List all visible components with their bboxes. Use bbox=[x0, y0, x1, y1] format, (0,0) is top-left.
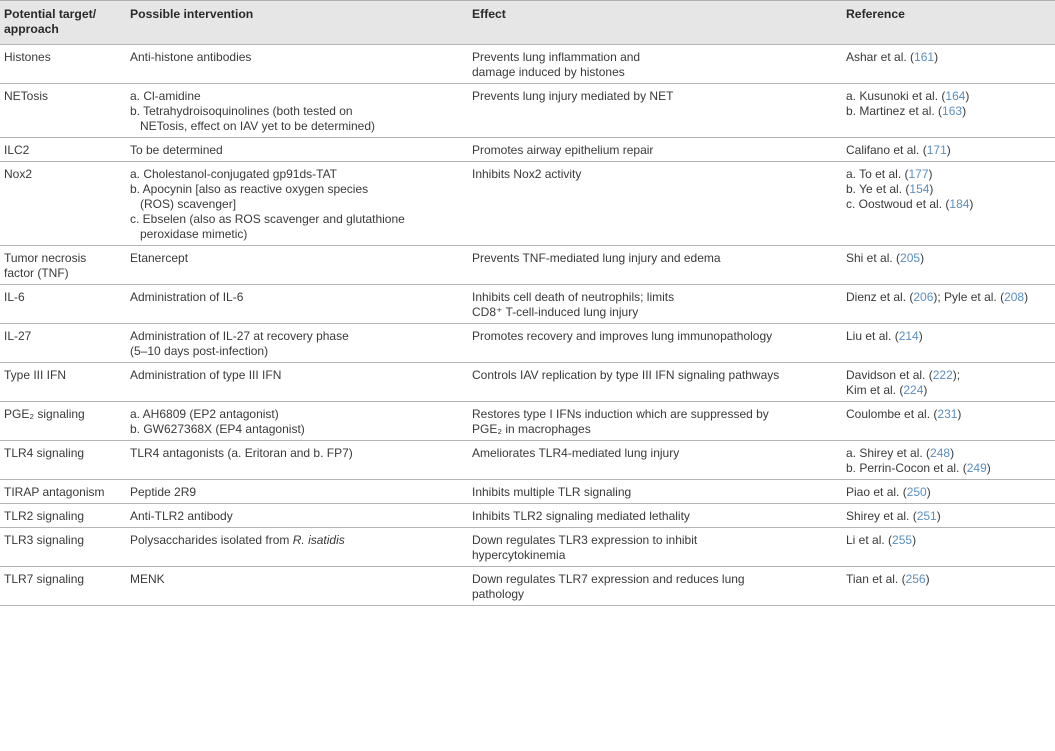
cell-effect bbox=[468, 138, 842, 162]
reference-text bbox=[846, 167, 1051, 182]
cell-target bbox=[0, 504, 126, 528]
cell-intervention bbox=[126, 480, 468, 504]
table-row bbox=[0, 528, 1055, 567]
cell-effect bbox=[468, 528, 842, 567]
reference-label: a. Kusunoki et al. ( bbox=[846, 89, 946, 103]
intervention-text: TLR4 antagonists (a. Eritoran and b. FP7) bbox=[130, 446, 353, 460]
header-reference: Reference bbox=[842, 1, 1055, 45]
cell-target bbox=[0, 162, 126, 246]
cell-target bbox=[0, 324, 126, 363]
intervention-text: Administration of IL-6 bbox=[130, 290, 244, 304]
cell-reference bbox=[842, 324, 1055, 363]
intervention-text: (5–10 days post-infection) bbox=[130, 344, 269, 358]
citation-link[interactable]: 154 bbox=[909, 182, 930, 196]
citation-link[interactable]: 208 bbox=[1004, 290, 1025, 304]
effect-text: Promotes recovery and improves lung immunopathology bbox=[472, 329, 773, 343]
table-row bbox=[0, 402, 1055, 441]
target-text: Type III IFN bbox=[4, 368, 67, 382]
cell-reference bbox=[842, 363, 1055, 402]
intervention-text: Administration of IL-27 at recovery phase bbox=[130, 329, 349, 343]
cell-effect bbox=[468, 480, 842, 504]
reference-label: ) bbox=[923, 383, 928, 397]
reference-label: ) bbox=[925, 572, 930, 586]
intervention-text: (ROS) scavenger] bbox=[140, 197, 237, 211]
target-text: TLR7 signaling bbox=[4, 572, 85, 586]
intervention-text: Polysaccharides isolated from R. isatidis bbox=[130, 533, 345, 547]
reference-text bbox=[846, 533, 1051, 548]
citation-link[interactable]: 177 bbox=[908, 167, 929, 181]
cell-effect bbox=[468, 45, 842, 84]
effect-text: Ameliorates TLR4-mediated lung injury bbox=[472, 446, 680, 460]
cell-reference bbox=[842, 504, 1055, 528]
target-text: NETosis bbox=[4, 89, 49, 103]
cell-reference bbox=[842, 402, 1055, 441]
cell-target bbox=[0, 567, 126, 606]
cell-target bbox=[0, 246, 126, 285]
cell-intervention bbox=[126, 285, 468, 324]
effect-text: damage induced by histones bbox=[472, 65, 625, 79]
reference-label: ) bbox=[929, 182, 934, 196]
intervention-text: Administration of type III IFN bbox=[130, 368, 282, 382]
reference-label: Ashar et al. ( bbox=[846, 50, 915, 64]
intervention-text: MENK bbox=[130, 572, 165, 586]
effect-text: PGE₂ in macrophages bbox=[472, 422, 591, 436]
reference-label: ) bbox=[950, 446, 955, 460]
reference-label: ) bbox=[965, 89, 970, 103]
reference-label: ); bbox=[952, 368, 961, 382]
reference-label: a. To et al. ( bbox=[846, 167, 909, 181]
table-row bbox=[0, 441, 1055, 480]
intervention-text: a. Cl-amidine bbox=[130, 89, 201, 103]
citation-link[interactable]: 256 bbox=[905, 572, 926, 586]
reference-label: Liu et al. ( bbox=[846, 329, 899, 343]
cell-reference bbox=[842, 285, 1055, 324]
table-row bbox=[0, 504, 1055, 528]
cell-intervention bbox=[126, 402, 468, 441]
reference-label: ) bbox=[926, 485, 931, 499]
cell-intervention bbox=[126, 363, 468, 402]
cell-effect bbox=[468, 441, 842, 480]
cell-reference bbox=[842, 246, 1055, 285]
intervention-text: Anti-TLR2 antibody bbox=[130, 509, 233, 523]
cell-reference bbox=[842, 528, 1055, 567]
reference-label: b. Ye et al. ( bbox=[846, 182, 910, 196]
target-text: IL-27 bbox=[4, 329, 32, 343]
cell-target bbox=[0, 528, 126, 567]
cell-intervention bbox=[126, 138, 468, 162]
table-row bbox=[0, 162, 1055, 246]
reference-label: ) bbox=[918, 329, 923, 343]
cell-target bbox=[0, 402, 126, 441]
reference-label: ) bbox=[912, 533, 917, 547]
cell-intervention bbox=[126, 441, 468, 480]
intervention-text: To be determined bbox=[130, 143, 223, 157]
reference-label: Coulombe et al. ( bbox=[846, 407, 938, 421]
citation-link[interactable]: 249 bbox=[966, 461, 987, 475]
citation-link[interactable]: 184 bbox=[949, 197, 970, 211]
cell-target bbox=[0, 480, 126, 504]
reference-text bbox=[846, 572, 1051, 587]
cell-target bbox=[0, 441, 126, 480]
table-row bbox=[0, 363, 1055, 402]
citation-link[interactable]: 163 bbox=[942, 104, 963, 118]
citation-link[interactable]: 224 bbox=[903, 383, 924, 397]
intervention-text: a. Cholestanol-conjugated gp91ds-TAT bbox=[130, 167, 338, 181]
cell-intervention bbox=[126, 567, 468, 606]
intervention-text: peroxidase mimetic) bbox=[140, 227, 248, 241]
cell-intervention bbox=[126, 246, 468, 285]
cell-intervention bbox=[126, 504, 468, 528]
reference-text bbox=[846, 407, 1051, 422]
cell-reference bbox=[842, 45, 1055, 84]
target-text: TLR3 signaling bbox=[4, 533, 85, 547]
reference-label: ) bbox=[934, 50, 939, 64]
cell-effect bbox=[468, 285, 842, 324]
reference-text bbox=[846, 197, 1051, 212]
species-name: R. isatidis bbox=[292, 533, 345, 547]
intervention-text: NETosis, effect on IAV yet to be determined) bbox=[140, 119, 376, 133]
intervention-text: b. Apocynin [also as reactive oxygen species bbox=[130, 182, 369, 196]
intervention-text: b. Tetrahydroisoquinolines (both tested on bbox=[130, 104, 353, 118]
citation-link[interactable]: 161 bbox=[914, 50, 935, 64]
target-text: Histones bbox=[4, 50, 51, 64]
effect-text: Prevents TNF-mediated lung injury and edema bbox=[472, 251, 721, 265]
reference-text bbox=[846, 329, 1051, 344]
reference-label: b. Martinez et al. ( bbox=[846, 104, 943, 118]
reference-text bbox=[846, 368, 1051, 383]
reference-label: Tian et al. ( bbox=[846, 572, 906, 586]
cell-effect bbox=[468, 84, 842, 138]
effect-text: Restores type I IFNs induction which are suppressed by bbox=[472, 407, 769, 421]
citation-link[interactable]: 205 bbox=[900, 251, 921, 265]
reference-label: ) bbox=[920, 251, 925, 265]
reference-label: Shi et al. ( bbox=[846, 251, 901, 265]
citation-link[interactable]: 250 bbox=[906, 485, 927, 499]
reference-text bbox=[846, 89, 1051, 104]
citation-link[interactable]: 164 bbox=[945, 89, 966, 103]
cell-effect bbox=[468, 504, 842, 528]
target-text: IL-6 bbox=[4, 290, 25, 304]
reference-label: Dienz et al. ( bbox=[846, 290, 914, 304]
table-row bbox=[0, 138, 1055, 162]
cell-target bbox=[0, 285, 126, 324]
reference-label: Li et al. ( bbox=[846, 533, 893, 547]
target-text: TIRAP antagonism bbox=[4, 485, 105, 499]
reference-label: b. Perrin-Cocon et al. ( bbox=[846, 461, 967, 475]
intervention-text: b. GW627368X (EP4 antagonist) bbox=[130, 422, 305, 436]
table-row bbox=[0, 480, 1055, 504]
cell-intervention bbox=[126, 45, 468, 84]
cell-target bbox=[0, 84, 126, 138]
citation-link[interactable]: 248 bbox=[930, 446, 951, 460]
effect-text: Inhibits cell death of neutrophils; limits bbox=[472, 290, 675, 304]
effect-text: Promotes airway epithelium repair bbox=[472, 143, 654, 157]
cell-effect bbox=[468, 402, 842, 441]
cell-reference bbox=[842, 480, 1055, 504]
effect-text: Down regulates TLR3 expression to inhibit bbox=[472, 533, 698, 547]
reference-text bbox=[846, 251, 1051, 266]
cell-target bbox=[0, 138, 126, 162]
reference-text bbox=[846, 509, 1051, 524]
cell-intervention bbox=[126, 528, 468, 567]
citation-link[interactable]: 251 bbox=[916, 509, 937, 523]
citation-link[interactable]: 214 bbox=[898, 329, 919, 343]
table-row bbox=[0, 285, 1055, 324]
table-row bbox=[0, 45, 1055, 84]
intervention-text: a. AH6809 (EP2 antagonist) bbox=[130, 407, 279, 421]
header-effect: Effect bbox=[468, 1, 842, 45]
table-header-row bbox=[0, 1, 1055, 45]
intervention-text: Etanercept bbox=[130, 251, 189, 265]
effect-text: Down regulates TLR7 expression and reduces lung bbox=[472, 572, 745, 586]
target-text: TLR2 signaling bbox=[4, 509, 85, 523]
reference-label: ) bbox=[986, 461, 991, 475]
effect-text: Inhibits Nox2 activity bbox=[472, 167, 582, 181]
cell-intervention bbox=[126, 324, 468, 363]
reference-label: Shirey et al. ( bbox=[846, 509, 917, 523]
citation-link[interactable]: 255 bbox=[892, 533, 913, 547]
cell-reference bbox=[842, 441, 1055, 480]
reference-text bbox=[846, 461, 1051, 476]
cell-effect bbox=[468, 363, 842, 402]
reference-label: Piao et al. ( bbox=[846, 485, 907, 499]
reference-text bbox=[846, 143, 1051, 158]
reference-text bbox=[846, 383, 1051, 398]
effect-text: pathology bbox=[472, 587, 525, 601]
cell-reference bbox=[842, 567, 1055, 606]
intervention-text: Anti-histone antibodies bbox=[130, 50, 252, 64]
intervention-text: Peptide 2R9 bbox=[130, 485, 197, 499]
target-text: ILC2 bbox=[4, 143, 30, 157]
reference-text bbox=[846, 485, 1051, 500]
effect-text: Prevents lung injury mediated by NET bbox=[472, 89, 674, 103]
citation-link[interactable]: 222 bbox=[932, 368, 953, 382]
target-text: Tumor necrosis bbox=[4, 251, 87, 265]
reference-label: ); Pyle et al. ( bbox=[933, 290, 1005, 304]
target-text: factor (TNF) bbox=[4, 266, 69, 280]
citation-link[interactable]: 231 bbox=[937, 407, 958, 421]
effect-text: Prevents lung inflammation and bbox=[472, 50, 641, 64]
cell-reference bbox=[842, 84, 1055, 138]
cell-intervention bbox=[126, 84, 468, 138]
table-row bbox=[0, 84, 1055, 138]
reference-text bbox=[846, 50, 1051, 65]
intervention-text: c. Ebselen (also as ROS scavenger and glutathione bbox=[130, 212, 405, 226]
reference-text bbox=[846, 446, 1051, 461]
reference-label: ) bbox=[946, 143, 951, 157]
citation-link[interactable]: 206 bbox=[913, 290, 934, 304]
effect-text: Controls IAV replication by type III IFN signaling pathways bbox=[472, 368, 780, 382]
table-body bbox=[0, 45, 1055, 606]
reference-label: ) bbox=[969, 197, 974, 211]
table-row bbox=[0, 324, 1055, 363]
reference-label: ) bbox=[1024, 290, 1029, 304]
reference-label: ) bbox=[962, 104, 967, 118]
cell-reference bbox=[842, 162, 1055, 246]
reference-label: Kim et al. ( bbox=[846, 383, 904, 397]
target-text: PGE₂ signaling bbox=[4, 407, 85, 421]
cell-target bbox=[0, 45, 126, 84]
reference-text bbox=[846, 104, 1051, 119]
cell-target bbox=[0, 363, 126, 402]
target-text: Nox2 bbox=[4, 167, 33, 181]
reference-label: a. Shirey et al. ( bbox=[846, 446, 931, 460]
reference-label: ) bbox=[928, 167, 933, 181]
header-intervention: Possible intervention bbox=[126, 1, 468, 45]
target-text: TLR4 signaling bbox=[4, 446, 85, 460]
effect-text: Inhibits TLR2 signaling mediated lethality bbox=[472, 509, 690, 523]
table-row bbox=[0, 567, 1055, 606]
reference-label: ) bbox=[936, 509, 941, 523]
effect-text: Inhibits multiple TLR signaling bbox=[472, 485, 632, 499]
cell-effect bbox=[468, 246, 842, 285]
reference-label: Califano et al. ( bbox=[846, 143, 927, 157]
citation-link[interactable]: 171 bbox=[926, 143, 947, 157]
effect-text: hypercytokinemia bbox=[472, 548, 566, 562]
table-row bbox=[0, 246, 1055, 285]
reference-label: Davidson et al. ( bbox=[846, 368, 933, 382]
cell-effect bbox=[468, 567, 842, 606]
cell-intervention bbox=[126, 162, 468, 246]
cell-reference bbox=[842, 138, 1055, 162]
header-target: Potential target/ approach bbox=[0, 1, 126, 45]
effect-text: CD8⁺ T-cell-induced lung injury bbox=[472, 305, 639, 319]
reference-label: ) bbox=[957, 407, 962, 421]
cell-effect bbox=[468, 162, 842, 246]
reference-text bbox=[846, 290, 1051, 305]
reference-label: c. Oostwoud et al. ( bbox=[846, 197, 950, 211]
cell-effect bbox=[468, 324, 842, 363]
reference-text bbox=[846, 182, 1051, 197]
